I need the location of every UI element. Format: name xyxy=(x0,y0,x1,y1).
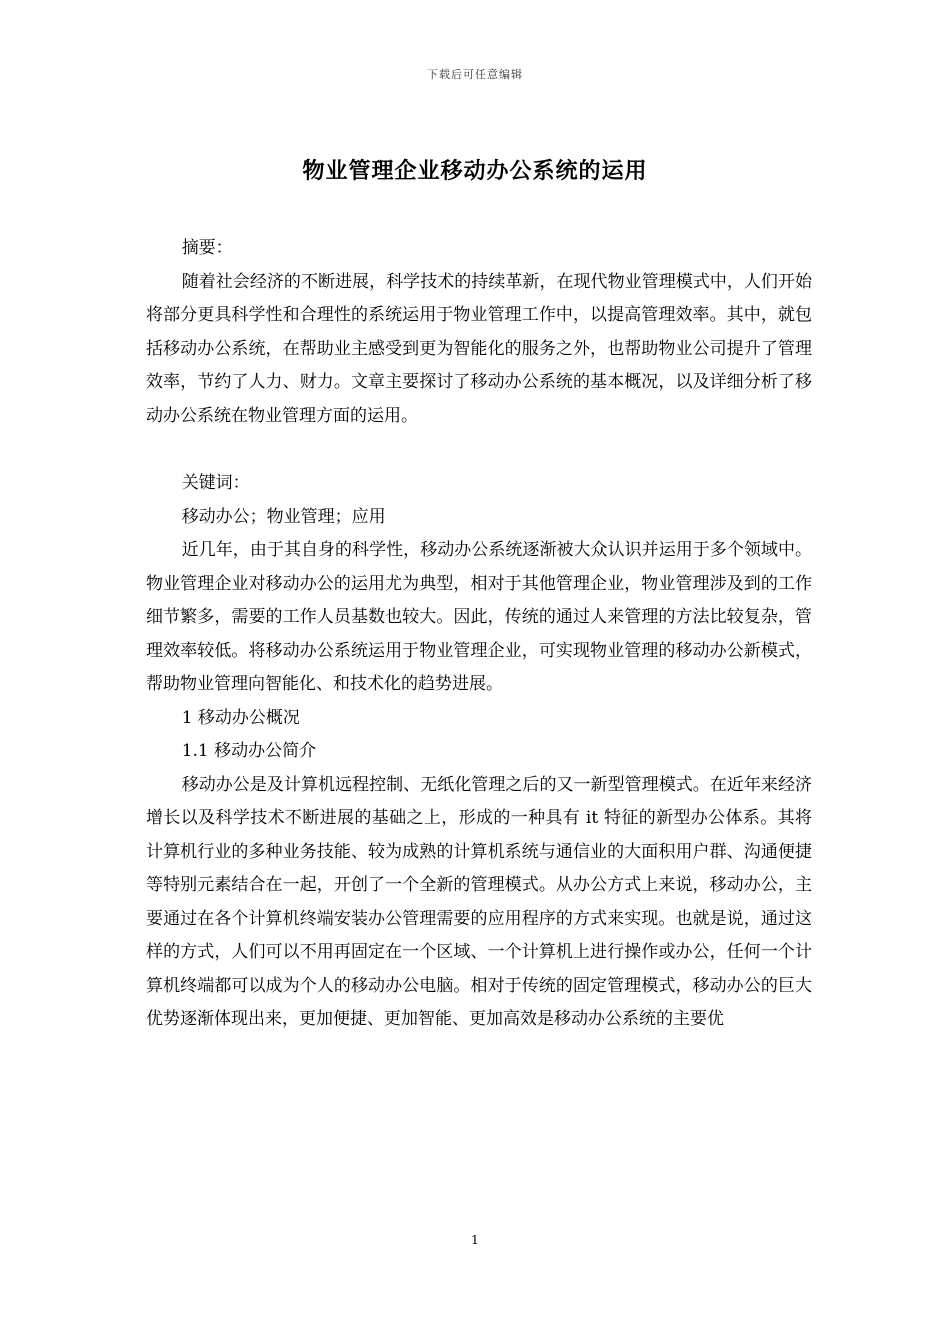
paragraph-spacer xyxy=(146,433,812,467)
intro-paragraph: 近几年，由于其自身的科学性，移动办公系统逐渐被大众认识并运用于多个领域中。物业管理企业对移动办公的运用尤为典型，相对于其他管理企业，物业管理涉及到的工作细节繁多，需要的工作人员基数也较大。因此，传统的通过人来管理的方法比较复杂，管理效率较低。将移动办公系统运用于物业管理企业，可实现物业管理的移动办公新模式，帮助物业管理向智能化、和技术化的趋势进展。 xyxy=(146,540,812,694)
abstract-label: 摘要： xyxy=(181,238,233,258)
keywords-list: 移动办公；物业管理；应用 xyxy=(181,506,386,527)
body-paragraph: 移动办公是及计算机远程控制、无纸化管理之后的又一新型管理模式。在近年来经济增长以及科学技术不断进展的基础之上，形成的一种具有 it 特征的新型办公体系。其将计算机行业的多种业务技能、较为成熟的计算机系统与通信业的大面积用户群、沟通便捷等特别元素结合在一起，开创了一个全新的管理模式。从办公方式上来说，移动办公，主要通过在各个计算机终端安装办公管理需要的应用程序的方式来实现。也就是说，通过这样的方式，人们可以不用再固定在一个区域、一个计算机上进行操作或办公，任何一个计算机终端都可以成为个人的移动办公电脑。相对于传统的固定管理模式，移动办公的巨大优势逐渐体现出来，更加便捷、更加智能、更加高效是移动办公系统的主要优 xyxy=(146,774,812,1029)
keywords-label: 关键词： xyxy=(181,473,250,493)
document-body xyxy=(146,232,812,1037)
page-header-note: 下载后可任意编辑 xyxy=(427,68,523,81)
abstract-paragraph: 随着社会经济的不断进展，科学技术的持续革新，在现代物业管理模式中，人们开始将部分更具科学性和合理性的系统运用于物业管理工作中，以提高管理效率。其中，就包括移动办公系统，在帮助业主感受到更为智能化的服务之外，也帮助物业公司提升了管理效率，节约了人力、财力。文章主要探讨了移动办公系统的基本概况，以及详细分析了移动办公系统在物业管理方面的运用。 xyxy=(146,271,812,426)
page-number: 1 xyxy=(471,1233,479,1247)
section-heading: 1 移动办公概况 xyxy=(181,707,300,728)
subsection-heading: 1.1 移动办公简介 xyxy=(181,741,317,761)
document-title: 物业管理企业移动办公系统的运用 xyxy=(302,159,648,184)
